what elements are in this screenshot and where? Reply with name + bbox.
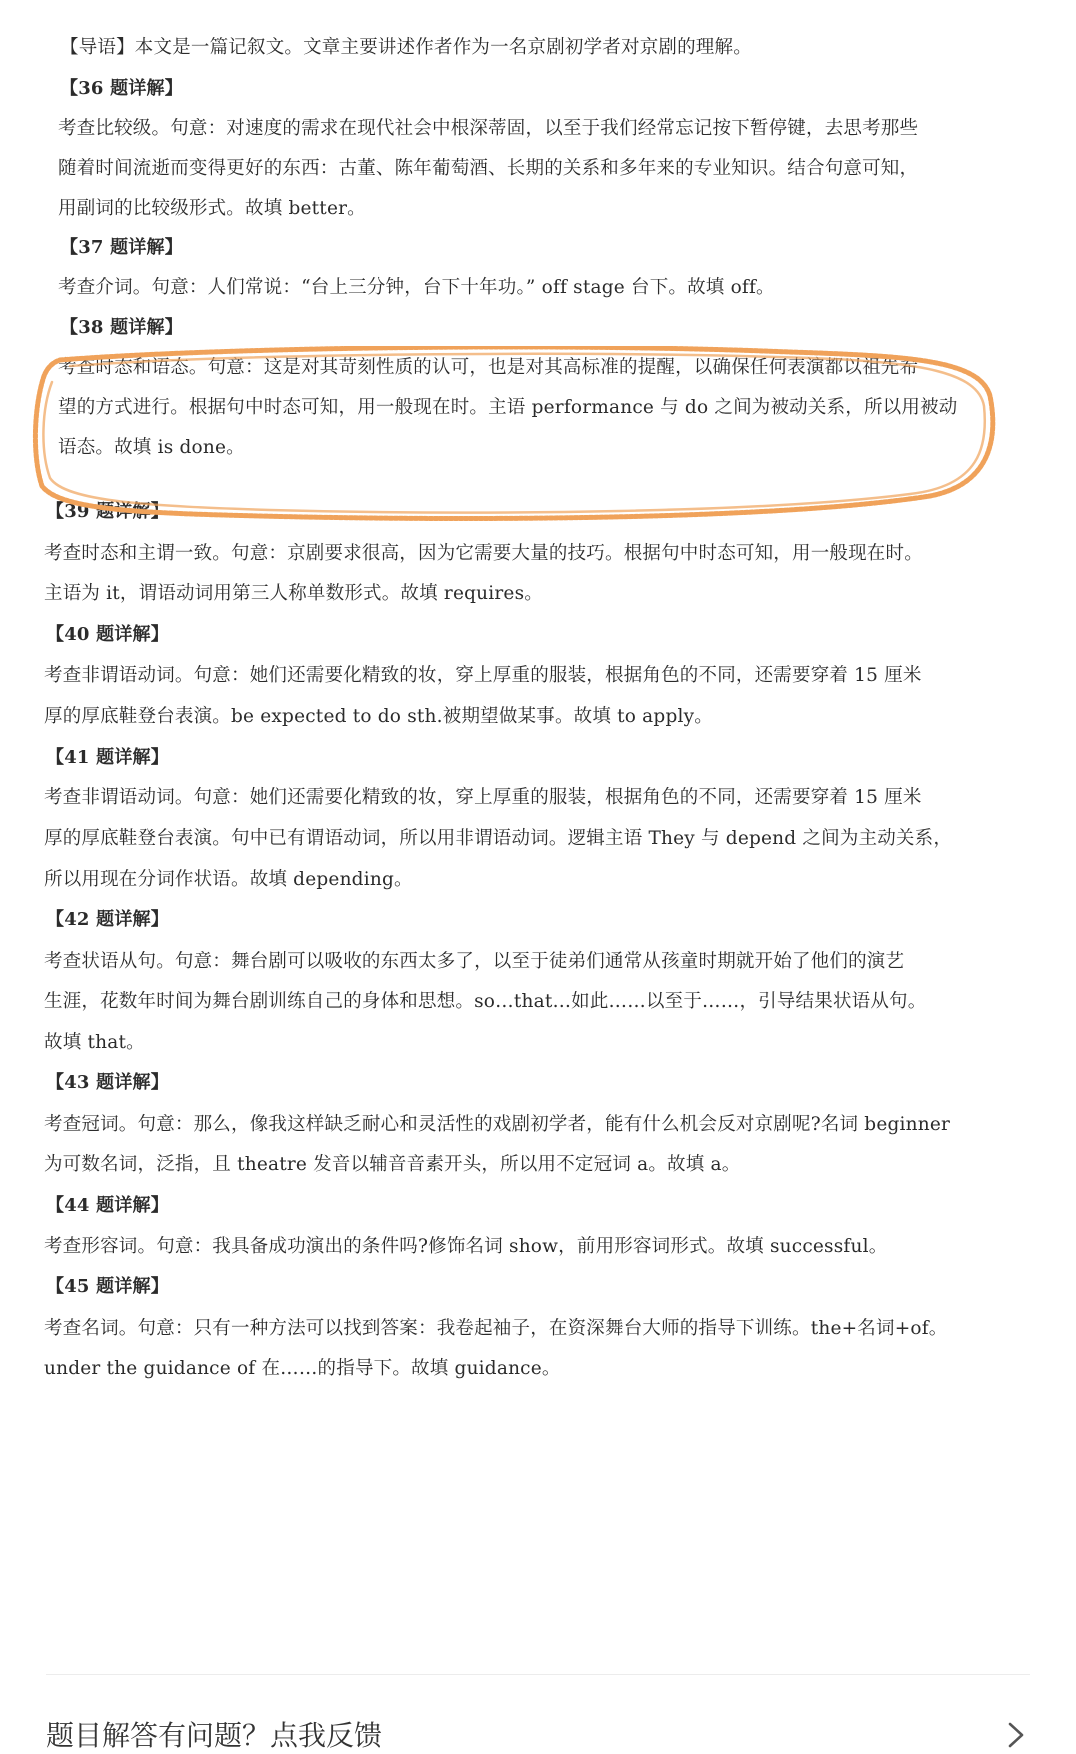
explanation-line: 考查形容词。句意：我具备成功演出的条件吗?修饰名词 show，前用形容词形式。故填 successful。 xyxy=(44,1236,888,1257)
section-heading-42: 【42 题详解】 xyxy=(46,909,169,930)
feedback-link[interactable] xyxy=(46,1714,1030,1754)
feedback-label: 题目解答有问题？点我反馈 xyxy=(46,1719,383,1752)
section-heading-39: 【39 题详解】 xyxy=(46,501,169,522)
explanation-line: 为可数名词，泛指，且 theatre 发音以辅音音素开头，所以用不定冠词 a。故填 a。 xyxy=(44,1154,741,1175)
explanation-line: 考查时态和语态。句意：这是对其苛刻性质的认可，也是对其高标准的提醒，以确保任何表演都以祖先希 xyxy=(58,357,919,378)
explanation-line: 厚的厚底鞋登台表演。be expected to do sth.被期望做某事。故填 to apply。 xyxy=(44,706,713,727)
section-heading-44: 【44 题详解】 xyxy=(46,1195,169,1216)
section-heading-45: 【45 题详解】 xyxy=(46,1276,169,1297)
explanation-line: 考查非谓语动词。句意：她们还需要化精致的妆，穿上厚重的服装，根据角色的不同，还需要穿着 15 厘米 xyxy=(44,787,922,808)
explanation-line: 考查冠词。句意：那么，像我这样缺乏耐心和灵活性的戏剧初学者，能有什么机会反对京剧呢?名词 beginner xyxy=(44,1114,951,1135)
explanation-line: 用副词的比较级形式。故填 better。 xyxy=(58,198,366,219)
footer-divider xyxy=(46,1674,1030,1675)
explanation-line: 主语为 it，谓语动词用第三人称单数形式。故填 requires。 xyxy=(44,583,543,604)
explanation-line: 所以用现在分词作状语。故填 depending。 xyxy=(44,869,413,890)
section-heading-37: 【37 题详解】 xyxy=(60,237,183,258)
explanation-line: 随着时间流逝而变得更好的东西：古董、陈年葡萄酒、长期的关系和多年来的专业知识。结合句意可知， xyxy=(58,158,919,179)
explanation-line: 考查比较级。句意：对速度的需求在现代社会中根深蒂固，以至于我们经常忘记按下暂停键，去思考那些 xyxy=(58,118,919,139)
explanation-line: 生涯，花数年时间为舞台剧训练自己的身体和思想。so…that…如此……以至于……，引导结果状语从句。 xyxy=(44,991,927,1012)
section-heading-43: 【43 题详解】 xyxy=(46,1072,169,1093)
section-heading-36: 【36 题详解】 xyxy=(60,78,183,99)
intro-line: 【导语】本文是一篇记叙文。文章主要讲述作者作为一名京剧初学者对京剧的理解。 xyxy=(60,37,752,58)
chevron-right-icon xyxy=(1000,1720,1030,1750)
section-heading-41: 【41 题详解】 xyxy=(46,747,169,768)
explanation-line: 考查名词。句意：只有一种方法可以找到答案：我卷起袖子，在资深舞台大师的指导下训练。the+名词+of。 xyxy=(44,1318,948,1339)
explanation-line: 厚的厚底鞋登台表演。句中已有谓语动词，所以用非谓语动词。逻辑主语 They 与 depend 之间为主动关系， xyxy=(44,828,953,849)
explanation-line: 考查非谓语动词。句意：她们还需要化精致的妆，穿上厚重的服装，根据角色的不同，还需要穿着 15 厘米 xyxy=(44,665,922,686)
section-heading-40: 【40 题详解】 xyxy=(46,624,169,645)
explanation-line: 考查时态和主谓一致。句意：京剧要求很高，因为它需要大量的技巧。根据句中时态可知，用一般现在时。 xyxy=(44,543,923,564)
section-heading-38: 【38 题详解】 xyxy=(60,317,183,338)
explanation-line: 语态。故填 is done。 xyxy=(58,437,245,458)
explanation-line: 考查状语从句。句意：舞台剧可以吸收的东西太多了，以至于徒弟们通常从孩童时期就开始了他们的演艺 xyxy=(44,951,905,972)
explanation-line: under the guidance of 在……的指导下。故填 guidance。 xyxy=(44,1358,561,1379)
explanation-line: 故填 that。 xyxy=(44,1032,145,1053)
explanation-line: 考查介词。句意：人们常说：“台上三分钟，台下十年功。” off stage 台下。故填 off。 xyxy=(58,277,775,298)
explanation-line: 望的方式进行。根据句中时态可知，用一般现在时。主语 performance 与 do 之间为被动关系，所以用被动 xyxy=(58,397,958,418)
